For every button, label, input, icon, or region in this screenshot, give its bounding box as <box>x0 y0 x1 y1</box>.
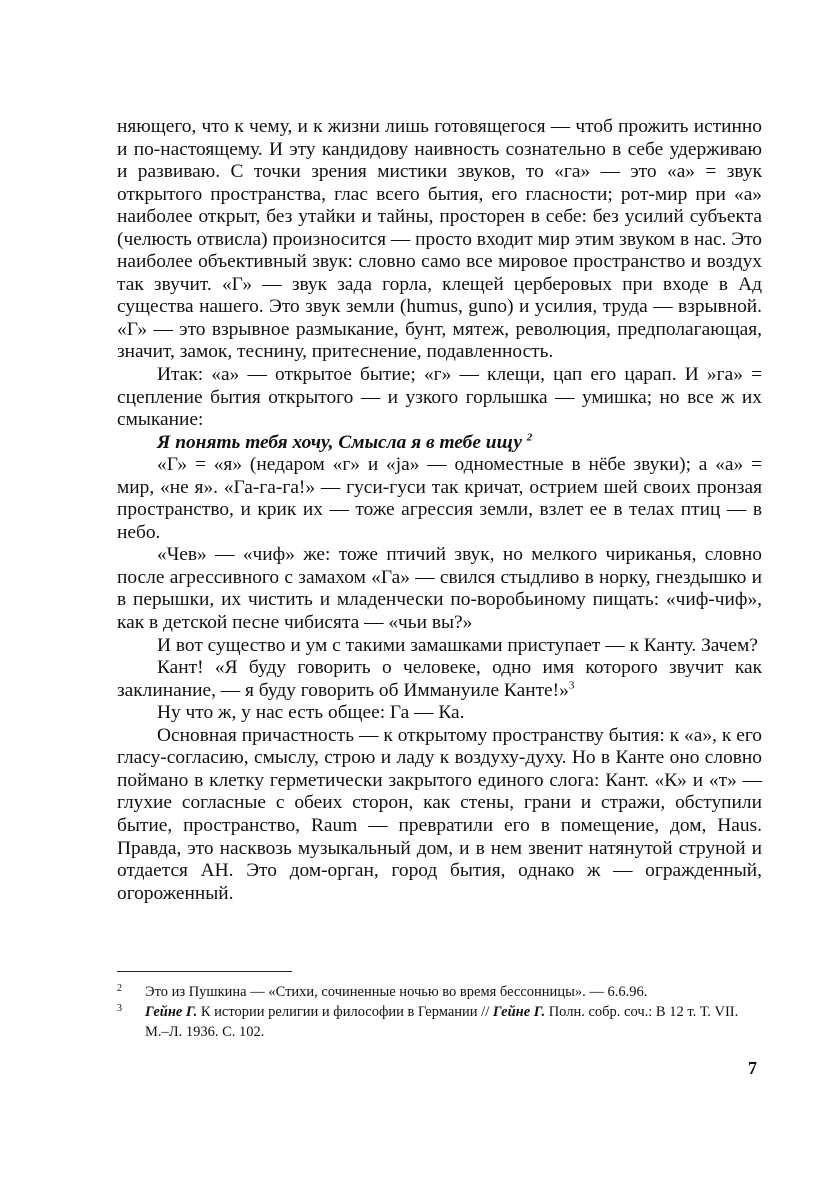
footnote-number: 2 <box>117 983 122 994</box>
footnote-3 <box>117 1002 762 1042</box>
paragraph-3: «Г» = «я» (недаром «г» и «ja» — одноместные в нёбе звуки); а «а» = мир, «не я». «Га-га-га!» — гуси-гуси так кричат, острием шей своих пронзая пространство, и крик их — тоже агрессия земли, взлет ее в телах птиц — в небо. <box>117 454 762 543</box>
paragraph-8: Основная причастность — к открытому пространству бытия: к «а», к его гласу-согласию, смыслу, строю и ладу к воздуху-духу. Но в Канте оно словно поймано в клетку герметически закрытого единого слога: Кант. «К» и «т» — глухие согласные с обеих сторон, как стены, грани и стражи, обступили бытие, пространство, Raum — превратили его в помещение, дом, Haus. Правда, это насквозь музыкальный дом, и в нем звенит натянутой струной и отдается АН. Это дом-орган, город бытия, однако ж — огражденный, огороженный. <box>117 724 762 904</box>
paragraph-4: «Чев» — «чиф» же: тоже птичий звук, но мелкого чириканья, словно после агрессивного с замахом «Га» — свился стыдливо в норку, гнездышко и в перышки, их чистить и младенчески по-воробьиному пищать: «чиф-чиф», как в детской песне чибисята — «чьи вы?» <box>117 544 762 634</box>
paragraph-1: няющего, что к чему, и к жизни лишь готовящегося — чтоб прожить истинно и по-настоящему. И эту кандидову наивность сознательно в себе удерживаю и развиваю. С точки зрения мистики звуков, то «га» — это «а» = звук открытого пространства, глас всего бытия, его гласности; рот-мир при «а» наиболее открыт, без утайки и тайны, просторен в себе: без усилий субъекта (челюсть отвисла) произносится — просто входит мир этим звуком в нас. Это наиболее объективный звук: словно само все мировое пространство и воздух так звучит. «Г» — звук зада горла, клещей церберовых при входе в Ад существа нашего. Это звук земли (humus, guno) и усилия, труда — взрывной. «Г» — это взрывное размыкание, бунт, мятеж, революция, предполагающая, значит, замок, теснину, притеснение, подавленность. <box>117 116 762 363</box>
paragraph-7: Ну что ж, у нас есть общее: Га — Ка. <box>157 702 465 724</box>
paragraph-5: И вот существо и ум с такими замашками приступает — к Канту. Зачем? <box>157 634 758 656</box>
footnote-ref-2: 2 <box>526 431 533 444</box>
paragraph-6-text: Кант! «Я буду говорить о человеке, одно имя которого звучит как заклинание, — я буду говорить об Иммануиле Канте!» <box>117 657 762 701</box>
main-text <box>117 116 762 905</box>
footnote-text <box>145 1002 762 1042</box>
footnote-source: Полн. собр. соч.: В 12 т. Т. VII. М.–Л. 1936. С. 102. <box>145 1004 739 1040</box>
footnote-2 <box>117 982 762 1002</box>
paragraph-6 <box>117 657 762 702</box>
epigraph-text: Я понять тебя хочу, Смысла я в тебе ищу <box>157 431 522 453</box>
footnote-divider <box>117 971 292 972</box>
page-number: 7 <box>748 1058 757 1078</box>
footnote-number: 3 <box>117 1003 122 1014</box>
footnote-title: К истории религии и философии в Германии // <box>200 1004 490 1020</box>
paragraph-2: Итак: «а» — открытое бытие; «г» — клещи, цап его царап. И »га» = сцепление бытия открытого — и узкого горлышка — умишка; но все ж их смыкание: <box>117 364 762 431</box>
footnote-author: Гейне Г. <box>145 1004 198 1020</box>
footnote-author-2: Гейне Г. <box>492 1004 546 1020</box>
epigraph <box>117 432 762 455</box>
footnote-ref-3: 3 <box>568 679 575 692</box>
footnote-text: Это из Пушкина — «Стихи, сочиненные ночью во время бессонницы». — 6.6.96. <box>145 984 648 1000</box>
footnotes <box>117 982 762 1042</box>
